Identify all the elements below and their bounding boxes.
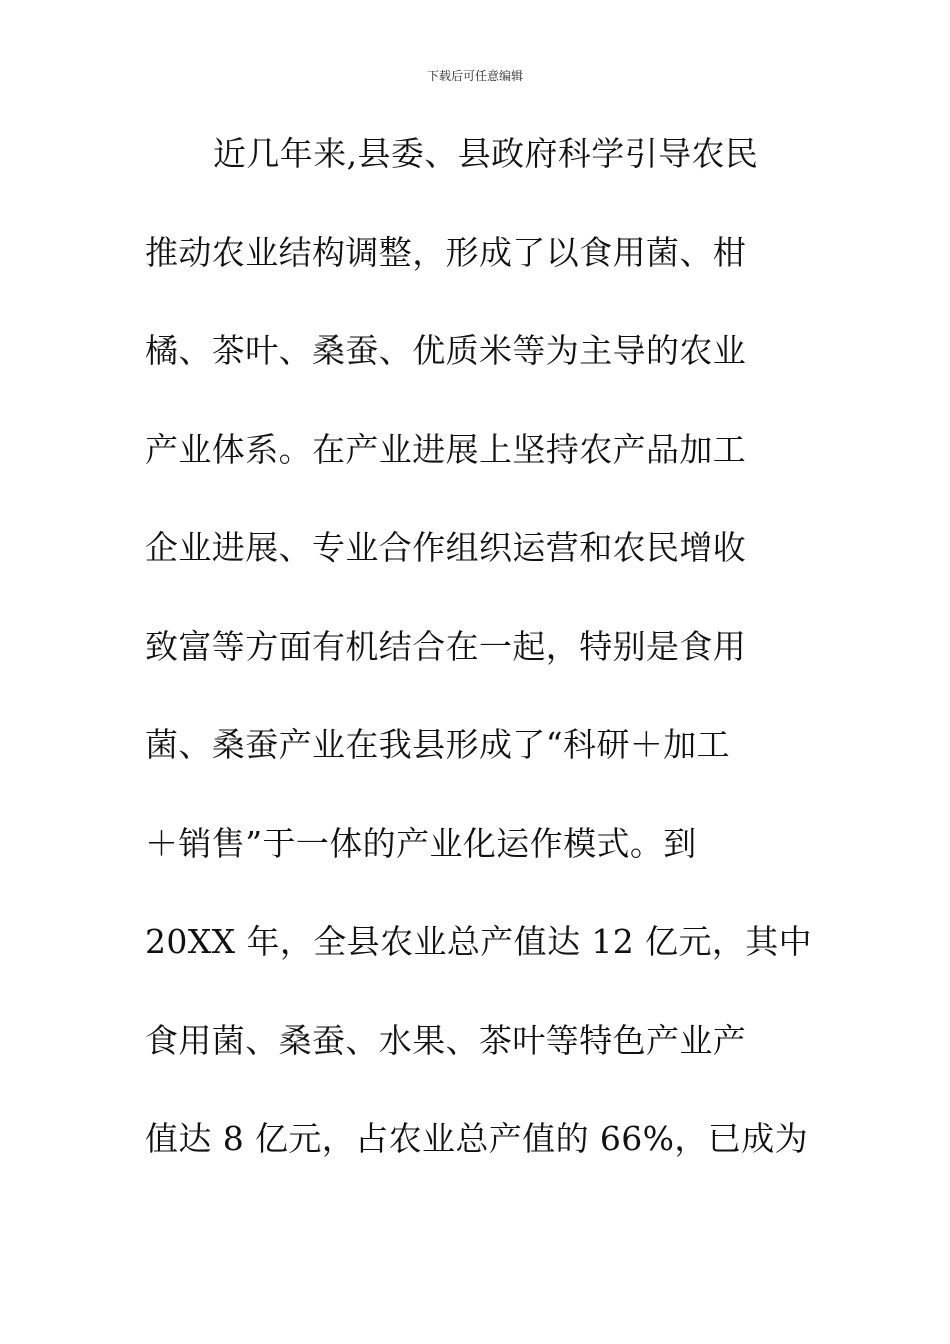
paragraph-line: 致富等方面有机结合在一起，特别是食用	[145, 626, 747, 666]
paragraph-line: 食用菌、桑蚕、水果、茶叶等特色产业产	[145, 1020, 747, 1060]
paragraph-line: 企业进展、专业合作组织运营和农民增收	[145, 528, 747, 567]
paragraph-line: ＋销售”于一体的产业化运作模式。到	[145, 823, 697, 863]
body-paragraph	[145, 126, 813, 1210]
page-header-note: 下载后可任意编辑	[426, 69, 523, 83]
paragraph-line: 橘、茶叶、桑蚕、优质米等为主导的农业	[145, 331, 747, 370]
paragraph-line: 值达 8 亿元，占农业总产值的 66%，已成为	[145, 1119, 809, 1158]
paragraph-line: 近几年来,县委、县政府科学引导农民	[213, 134, 759, 173]
paragraph-line: 产业体系。在产业进展上坚持农产品加工	[145, 429, 747, 469]
paragraph-line: 20XX 年，全县农业总产值达 12 亿元，其中	[145, 922, 813, 961]
paragraph-line: 菌、桑蚕产业在我县形成了“科研＋加工	[145, 725, 731, 764]
paragraph-line: 推动农业结构调整，形成了以食用菌、柑	[145, 232, 747, 272]
